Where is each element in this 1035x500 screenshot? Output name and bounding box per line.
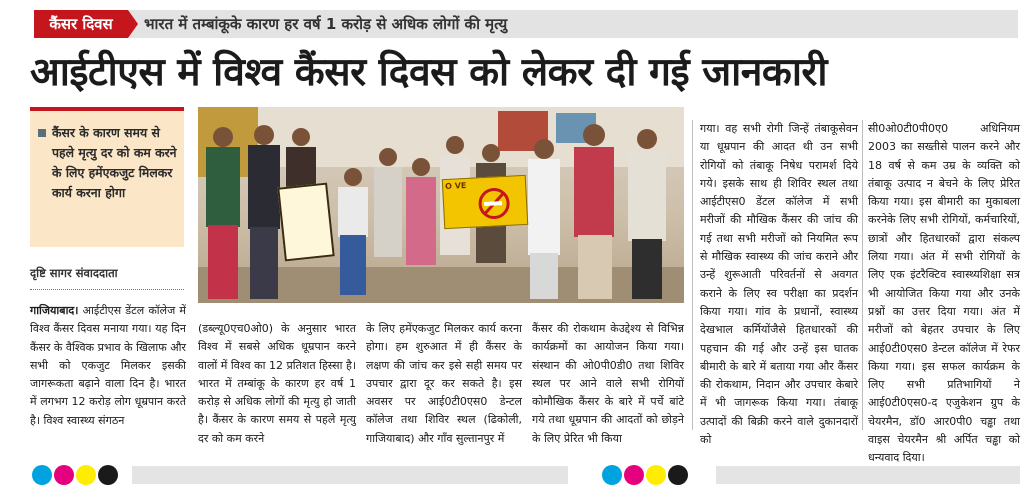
registration-dot	[668, 465, 688, 485]
registration-dot	[602, 465, 622, 485]
registration-dot	[646, 465, 666, 485]
article-column-4: कैंसर की रोकथाम केउद्देश्य से विभिन्न कार्यक्रमों का आयोजन किया गया। संस्थान की ओ0पी0डी0 तथा शिविर स्थल पर आने वाले सभी रोगियों कोमौखिक कैंसर के बारे में पर्चे बांटे गये तथा धूम्रपान की आदतों को छोड़ने के लिए प्रेरित भी किया	[532, 322, 684, 445]
section-header-bar	[34, 10, 1018, 38]
footer-strip	[716, 466, 1020, 484]
article-column-3: के लिए हमेंएकजुट मिलकर कार्य करना होगा। हम शुरुआत में ही कैंसर के लक्षण की जांच कर इसे सही समय पर उपचार द्वारा दूर कर सकते है। इस अवसर पर आई0टी0एस0 डेन्टल कॉलेज तथा शिविर स्थल (ढिकोली, गाजियाबाद) और गाँव सुल्तानपुर में	[366, 322, 522, 445]
section-tag: कैंसर दिवस	[34, 10, 128, 38]
registration-dot	[54, 465, 74, 485]
square-bullet-icon	[38, 129, 46, 137]
pull-quote-box	[30, 107, 184, 247]
footer-strip	[132, 466, 568, 484]
article-column-1	[30, 302, 186, 432]
registration-dot	[32, 465, 52, 485]
article-column-2: (डब्ल्यू0एच0ओ0) के अनुसार भारत विश्व में सबसे अधिक धूम्रपान करने वालों में विश्व का 12 प्रतिशत हिस्सा है। भारत में तम्बांकू के कारण हर वर्ष 1 करोड़ से अधिक लोगों की मृत्यु हो जाती है। कैंसर के कारण समय से पहले मृत्यु दर को कम करने	[198, 322, 356, 445]
article-column-5: गया। वह सभी रोगी जिन्हें तंबाकूसेवन या धूम्रपान की आदत थी उन सभी रोगियों को तंबाकू निषेध परामर्श दिये गये। इसके साथ ही शिविर स्थल तथा आईटीएस0 डेंटल कॉलेज में सभी मरीजों की मौखिक कैंसर की जांच की गई तथा सभी मरीजों को नियमित रूप से मौखिक स्वास्थ्य की जांच कराने और उन्हें शुरूआती परिवर्तनों से अवगत कराने के लिए स्व परीक्षा का प्रदर्शन किया गया। गांव के प्रधानों, स्वास्थ्य देखभाल कर्मियोंजैसे हितधारकों की पहचान की गई और उन्हें इस घातक बीमारी के बारे में बताया गया और कैंसर की रोकथाम, निदान और उपचार केबारे में भी जागरूक किया गया। तंबाकू उत्पादों की बिक्री करने वाले दुकानदारों को	[700, 122, 858, 447]
poster-sign	[277, 183, 334, 262]
no-tobacco-placard	[442, 175, 529, 229]
article-text-1: आईटीएस डेंटल कॉलेज में विश्व कैंसर दिवस मनाया गया। यह दिन कैंसर के वैश्विक प्रभाव के खिलाफ और सभी को एकजुट मिलकर इसकी जागरूकता बढ़ाने वाला दिन है। भारत में लगभग 12 करोड़ लोग धूम्रपान करते है। विश्व स्वास्थ्य संगठन	[30, 304, 186, 427]
article-column-6: सी0ओ0टी0पी0ए0 अधिनियम 2003 का सख्तीसे पालन करने और 18 वर्ष से कम उम्र के व्यक्ति को तंबाकू उत्पाद न बेचने के लिए प्रेरित किया गया। इस बीमारी का मुकाबला करनेके लिए सभी रोगियों, कर्मचारियों, छात्रों और हितधारकों द्वारा संकल्प लिया गया। अंत में सभी रोगियों के लिए एक इंटरैक्टिव स्वास्थ्यशिक्षा सत्र भी आयोजित किया गया और उनके प्रश्नों का उत्तर दिया गया। अंत में मरीजों को बेहतर उपचार के लिए आई0टी0एस0 डेन्टल कॉलेज में रेफर किया गया। इस सफल कार्यक्रम के लिए सभी प्रतिभागियों ने आई0टी0एस0-द एजुकेशन ग्रुप के चेयरमैन, डॉ0 आर0पी0 चड्ढा तथा वाइस चेयरमैन श्री अर्पित चड्ढा को धन्यवाद दिया।	[868, 122, 1020, 465]
no-smoking-icon	[443, 176, 530, 230]
section-tag-arrow	[128, 10, 138, 38]
photo-illustration	[198, 107, 684, 303]
dateline: गाजियाबाद।	[30, 304, 79, 317]
registration-dot	[76, 465, 96, 485]
main-headline: आईटीएस में विश्व कैंसर दिवस को लेकर दी गई जानकारी	[30, 50, 827, 95]
byline: दृष्टि सागर संवाददाता	[30, 266, 184, 290]
column-divider	[862, 120, 863, 430]
registration-dot	[98, 465, 118, 485]
registration-dot	[624, 465, 644, 485]
placard-text: O VE	[444, 180, 467, 192]
column-divider	[692, 120, 693, 430]
pull-quote-text: कैंसर के कारण समय से पहले मृत्यु दर को कम करने के लिए हमेंएकजुट मिलकर कार्य करना होगा	[52, 125, 177, 200]
news-photo	[198, 107, 684, 303]
kicker-headline: भारत में तम्बांकूके कारण हर वर्ष 1 करोड़ से अधिक लोगों की मृत्यु	[144, 15, 508, 33]
